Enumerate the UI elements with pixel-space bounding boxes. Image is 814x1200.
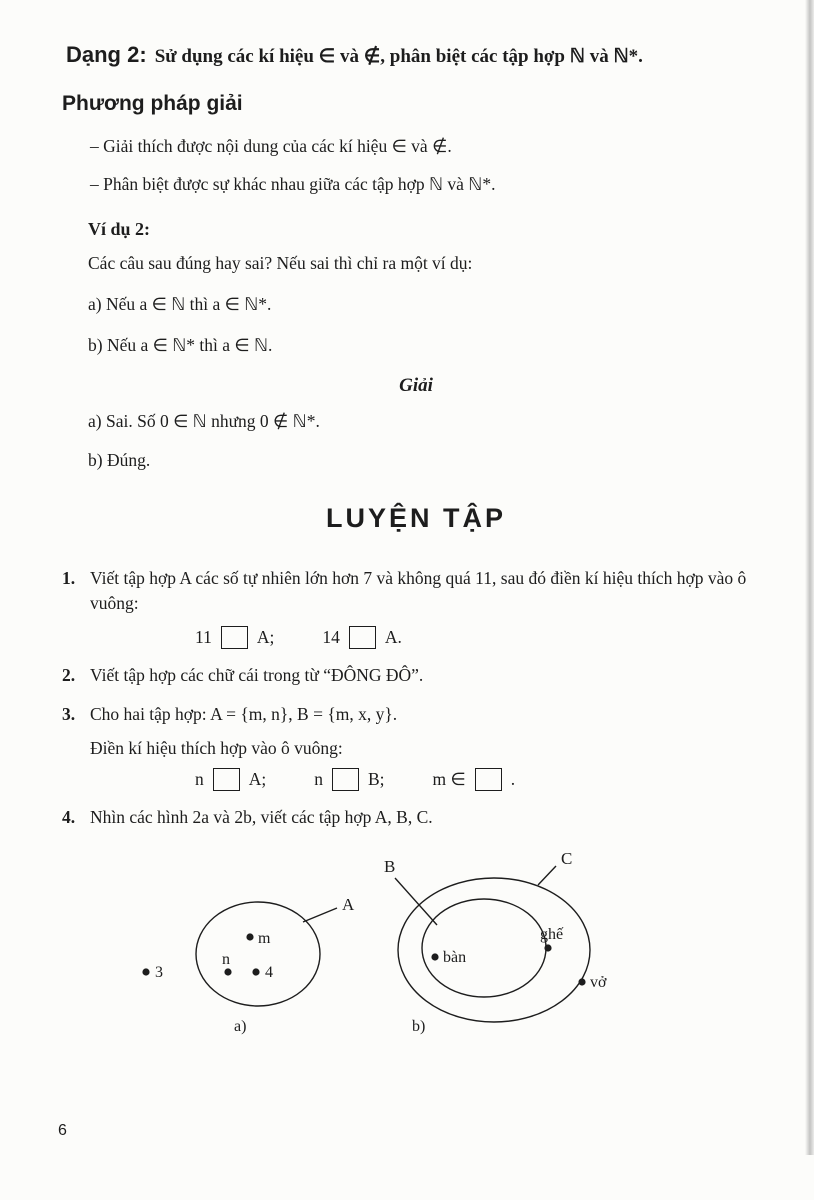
set-b-ellipse — [422, 899, 546, 997]
example-statement-b: b) Nếu a ∈ ℕ* thì a ∈ ℕ. — [88, 335, 273, 355]
scan-edge-artifact — [805, 0, 814, 1155]
element-name: n — [314, 768, 323, 789]
exercise-2 — [62, 663, 770, 688]
answer-box — [213, 768, 240, 791]
set-c-label: C — [561, 848, 573, 868]
exercise-number: 1. — [62, 568, 76, 588]
method-title: Phương pháp giải — [62, 92, 243, 115]
point-ghe-label: ghế — [540, 925, 564, 943]
method-bullet: – Giải thích được nội dung của các kí hiệu ∈ và ∉. — [90, 136, 452, 156]
fill-number: 11 — [195, 626, 212, 647]
exercise-1-answer-line — [195, 626, 770, 649]
exercise-3-subtext: Điền kí hiệu thích hợp vào ô vuông: — [90, 737, 343, 758]
point-ban-dot — [431, 953, 438, 960]
solution-item-b: b) Đúng. — [88, 450, 151, 470]
point-3-label: 3 — [155, 963, 163, 981]
exercise-text: Viết tập hợp A các số tự nhiên lớn hơn 7 và không quá 11, sau đó điền kí hiệu thích hợp vào ô vuông: — [90, 568, 747, 614]
exercise-text: Cho hai tập hợp: A = {m, n}, B = {m, x, y}. — [90, 704, 398, 725]
fill-number: 14 — [322, 626, 340, 647]
exercise-number: 3. — [62, 704, 76, 725]
fill-group — [195, 626, 274, 649]
exercise-text: Nhìn các hình 2a và 2b, viết các tập hợp A, B, C. — [90, 806, 433, 827]
fill-group — [314, 768, 384, 791]
point-n-dot — [224, 968, 231, 975]
punctuation: . — [510, 768, 516, 789]
solution-item-a: a) Sai. Số 0 ∈ ℕ nhưng 0 ∉ ℕ*. — [88, 411, 320, 431]
practice-title: LUYỆN TẬP — [325, 503, 506, 533]
exercise-3-answer-line — [195, 768, 770, 791]
solution-title: Giải — [399, 375, 433, 396]
fill-group — [433, 768, 516, 791]
point-ban-label: bàn — [443, 948, 467, 966]
answer-box — [221, 626, 248, 649]
answer-box — [332, 768, 359, 791]
exercise-4 — [62, 805, 770, 830]
example-statement-a: a) Nếu a ∈ ℕ thì a ∈ ℕ*. — [88, 294, 272, 314]
point-vo-dot — [578, 978, 585, 985]
point-vo-label: vở — [590, 973, 607, 991]
exercise-number: 2. — [62, 664, 76, 685]
example-intro: Các câu sau đúng hay sai? Nếu sai thì chỉ ra một ví dụ: — [88, 253, 473, 273]
figure-a-caption: a) — [234, 1017, 247, 1035]
set-diagrams — [90, 842, 730, 1047]
element-name: n — [195, 768, 204, 789]
point-n-label: n — [222, 950, 230, 968]
method-bullet: – Phân biệt được sự khác nhau giữa các tập hợp ℕ và ℕ*. — [90, 174, 496, 194]
set-a-ellipse — [196, 902, 320, 1006]
example-title: Ví dụ 2: — [88, 219, 151, 239]
section-heading — [66, 42, 770, 68]
answer-box — [475, 768, 502, 791]
point-4-dot — [252, 968, 259, 975]
set-c-pointer-line — [538, 866, 556, 885]
set-name: B; — [368, 768, 385, 789]
point-3-dot — [142, 968, 149, 975]
exercise-text: Viết tập hợp các chữ cái trong từ “ĐÔNG ĐÔ”. — [90, 664, 424, 685]
set-b-pointer-line — [395, 878, 437, 925]
exercise-3 — [62, 702, 770, 727]
point-m-dot — [246, 933, 253, 940]
point-4-label: 4 — [265, 963, 273, 981]
answer-box — [349, 626, 376, 649]
exercise-1 — [62, 566, 770, 617]
set-b-label: B — [384, 856, 396, 876]
fill-group — [195, 768, 266, 791]
set-name: A; — [248, 768, 267, 789]
exercise-number: 4. — [62, 806, 76, 827]
set-name: A; — [256, 626, 275, 647]
element-name: m ∈ — [432, 768, 466, 789]
page-number: 6 — [58, 1122, 67, 1139]
set-name: A. — [384, 626, 402, 647]
figure-sets — [90, 842, 770, 1052]
point-m-label: m — [258, 929, 271, 947]
section-heading-text: Sử dụng các kí hiệu ∈ và ∉, phân biệt các tập hợp ℕ và ℕ*. — [154, 46, 643, 67]
fill-group — [322, 626, 402, 649]
set-a-pointer-line — [303, 908, 337, 922]
point-ghe-dot — [544, 944, 551, 951]
section-heading-label: Dạng 2: — [66, 42, 147, 67]
set-a-label: A — [342, 894, 355, 914]
figure-b-caption: b) — [412, 1017, 426, 1035]
